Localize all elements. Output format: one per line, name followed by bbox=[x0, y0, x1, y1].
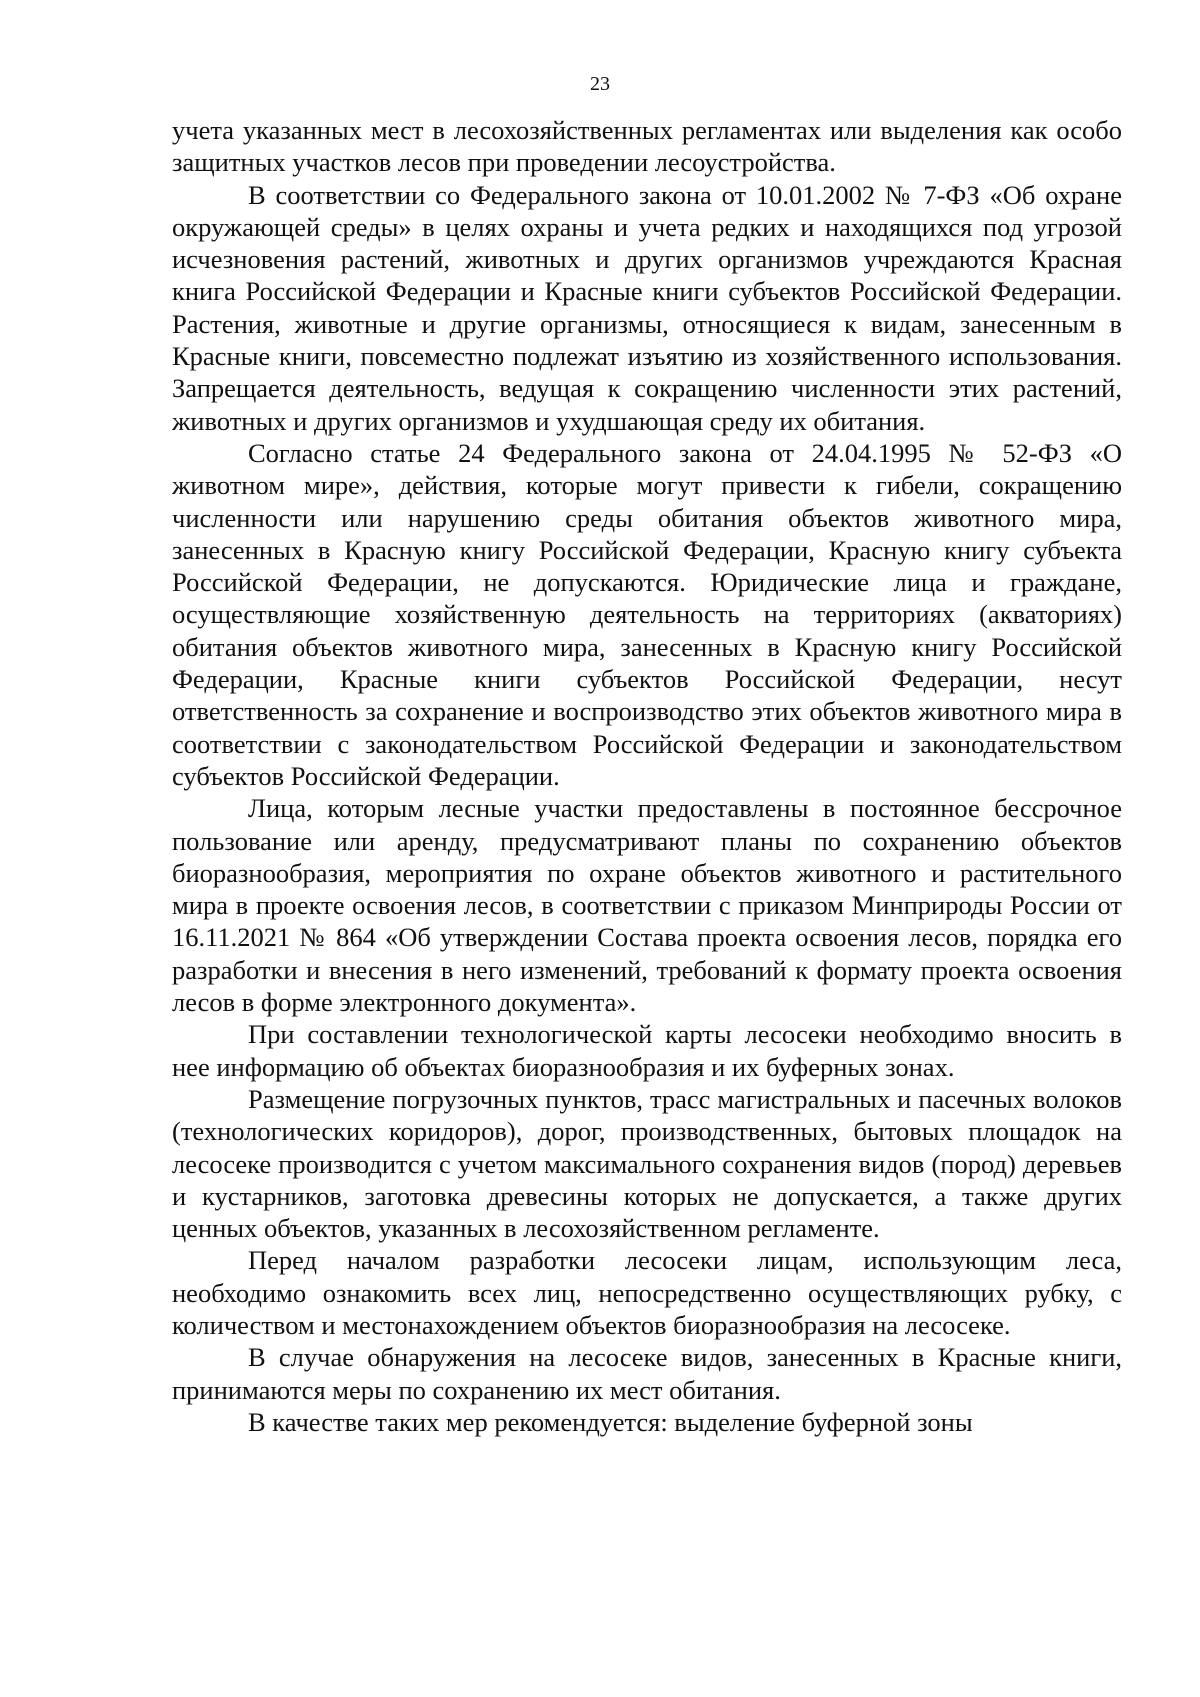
document-body bbox=[172, 114, 1122, 1438]
paragraph-technological-map: При составлении технологической карты лесосеки необходимо вносить в нее информацию об объектах биоразнообразия и их буферных зонах. bbox=[172, 1019, 1122, 1082]
paragraph-environment-law: В соответствии со Федерального закона от 10.01.2002 № 7-ФЗ «Об охране окружающей среды» в целях охраны и учета редких и находящихся под угрозой исчезновения растений, животных и других организмов учреждаются Красная книга Российской Федерации и Красные книги субъектов Российской Федерации. Растения, животные и другие организмы, относящиеся к видам, занесенным в Красные книги, повсеместно подлежат изъятию из хозяйственного использования. Запрещается деятельность, ведущая к сокращению численности этих растений, животных и других организмов и ухудшающая среду их обитания. bbox=[172, 179, 1122, 436]
paragraph-measures: В качестве таких мер рекомендуется: выделение буферной зоны bbox=[248, 1406, 973, 1437]
paragraph-continuation: учета указанных мест в лесохозяйственных регламентах или выделения как особо защитных участков лесов при проведении лесоустройства. bbox=[172, 115, 1122, 178]
paragraph-placement: Размещение погрузочных пунктов, трасс магистральных и пасечных волоков (технологических коридоров), дорог, производственных, бытовых площадок на лесосеке производится с учетом максимального сохранения видов (пород) деревьев и кустарников, заготовка древесины которых не допускается, а также других ценных объектов, указанных в лесохозяйственном регламенте. bbox=[172, 1083, 1122, 1244]
paragraph-forest-plan: Лица, которым лесные участки предоставлены в постоянное бессрочное пользование или аренду, предусматривают планы по сохранению объектов биоразнообразия, мероприятия по охране объектов животного и растительного мира в проекте освоения лесов, в соответствии с приказом Минприроды России от 16.11.2021 № 864 «Об утверждении Состава проекта освоения лесов, порядка его разработки и внесения в него изменений, требований к формату проекта освоения лесов в форме электронного документа». bbox=[172, 793, 1122, 1018]
paragraph-red-book-species: В случае обнаружения на лесосеке видов, занесенных в Красные книги, принимаются меры по сохранению их мест обитания. bbox=[172, 1342, 1122, 1405]
paragraph-briefing: Перед началом разработки лесосеки лицам, использующим леса, необходимо ознакомить всех лиц, непосредственно осуществляющих рубку, с количеством и местонахождением объектов биоразнообразия на лесосеке. bbox=[172, 1245, 1122, 1340]
page-number: 23 bbox=[590, 73, 610, 95]
paragraph-wildlife-law: Согласно статье 24 Федерального закона от 24.04.1995 № 52-ФЗ «О животном мире», действия, которые могут привести к гибели, сокращению численности или нарушению среды обитания объектов животного мира, занесенных в Красную книгу Российской Федерации, Красную книгу субъекта Российской Федерации, не допускаются. Юридические лица и граждане, осуществляющие хозяйственную деятельность на территориях (акваториях) обитания объектов животного мира, занесенных в Красную книгу Российской Федерации, Красные книги субъектов Российской Федерации, несут ответственность за сохранение и воспроизводство этих объектов животного мира в соответствии с законодательством Российской Федерации и законодательством субъектов Российской Федерации. bbox=[172, 437, 1122, 791]
